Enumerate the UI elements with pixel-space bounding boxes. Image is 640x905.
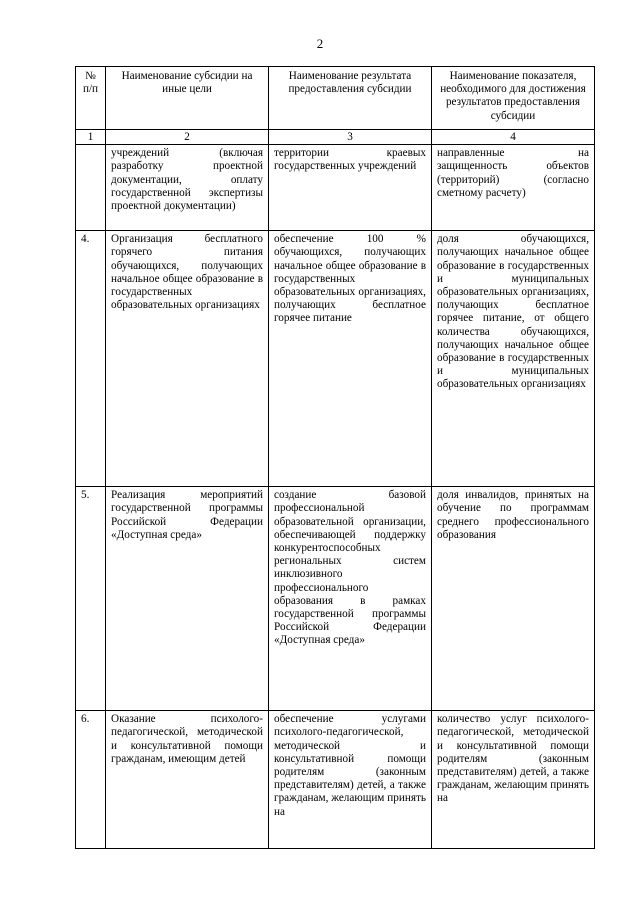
column-number: 1: [76, 130, 106, 145]
subsidy-cell: учреждений (включая разработку проектной документации, оплату государственной экспертизы проектной документации): [106, 145, 269, 231]
table-row: [76, 231, 595, 487]
result-cell: обеспечение услугами психолого-педагогической, методической и консультативной помощи родителям (законным представителям) детей, а также гражданам, желающим принять на: [269, 711, 432, 849]
header-num: № п/п: [76, 67, 106, 130]
header-result-name: Наименование результата предоставления субсидии: [269, 67, 432, 130]
table-header-row: [76, 67, 595, 130]
subsidy-cell: Организация бесплатного горячего питания обучающихся, получающих начальное общее образование в государственных образовательных организациях: [106, 231, 269, 487]
subsidy-cell: Реализация мероприятий государственной программы Российской Федерации «Доступная среда»: [106, 487, 269, 711]
subsidy-table: [75, 66, 595, 849]
table-row: [76, 711, 595, 849]
header-indicator-name: Наименование показателя, необходимого для достижения результатов предоставления субсидии: [431, 67, 594, 130]
column-number: 2: [106, 130, 269, 145]
indicator-cell: доля инвалидов, принятых на обучение по программам среднего профессионального образования: [431, 487, 594, 711]
header-subsidy-name: Наименование субсидии на иные цели: [106, 67, 269, 130]
indicator-cell: доля обучающихся, получающих начальное общее образование в государственных и муниципальных образовательных организациях, получающих бесплатное горячее питание, от общего количества обучающихся, получающих начальное общее образование в государственных и муниципальных образовательных организациях: [431, 231, 594, 487]
row-number: 5.: [76, 487, 106, 711]
result-cell: обеспечение 100 % обучающихся, получающих начальное общее образование в государственных образовательных организациях, получающих бесплатное горячее питание: [269, 231, 432, 487]
indicator-cell: направленные на защищенность объектов (территорий) (согласно сметному расчету): [431, 145, 594, 231]
table-row: [76, 487, 595, 711]
column-number-row: [76, 130, 595, 145]
result-cell: создание базовой профессиональной образовательной организации, обеспечивающей поддержку конкурентоспособных региональных систем инклюзивного профессионального образования в рамках государственной программы Российской Федерации «Доступная среда»: [269, 487, 432, 711]
indicator-cell: количество услуг психолого-педагогической, методической и консультативной помощи родителям (законным представителям) детей, а также гражданам, желающим принять на: [431, 711, 594, 849]
row-number: [76, 145, 106, 231]
row-number: 4.: [76, 231, 106, 487]
result-cell: территории краевых государственных учреждений: [269, 145, 432, 231]
row-number: 6.: [76, 711, 106, 849]
page-number: 2: [316, 36, 324, 51]
subsidy-cell: Оказание психолого-педагогической, методической и консультативной помощи гражданам, имеющим детей: [106, 711, 269, 849]
table-row: [76, 145, 595, 231]
column-number: 3: [269, 130, 432, 145]
column-number: 4: [431, 130, 594, 145]
